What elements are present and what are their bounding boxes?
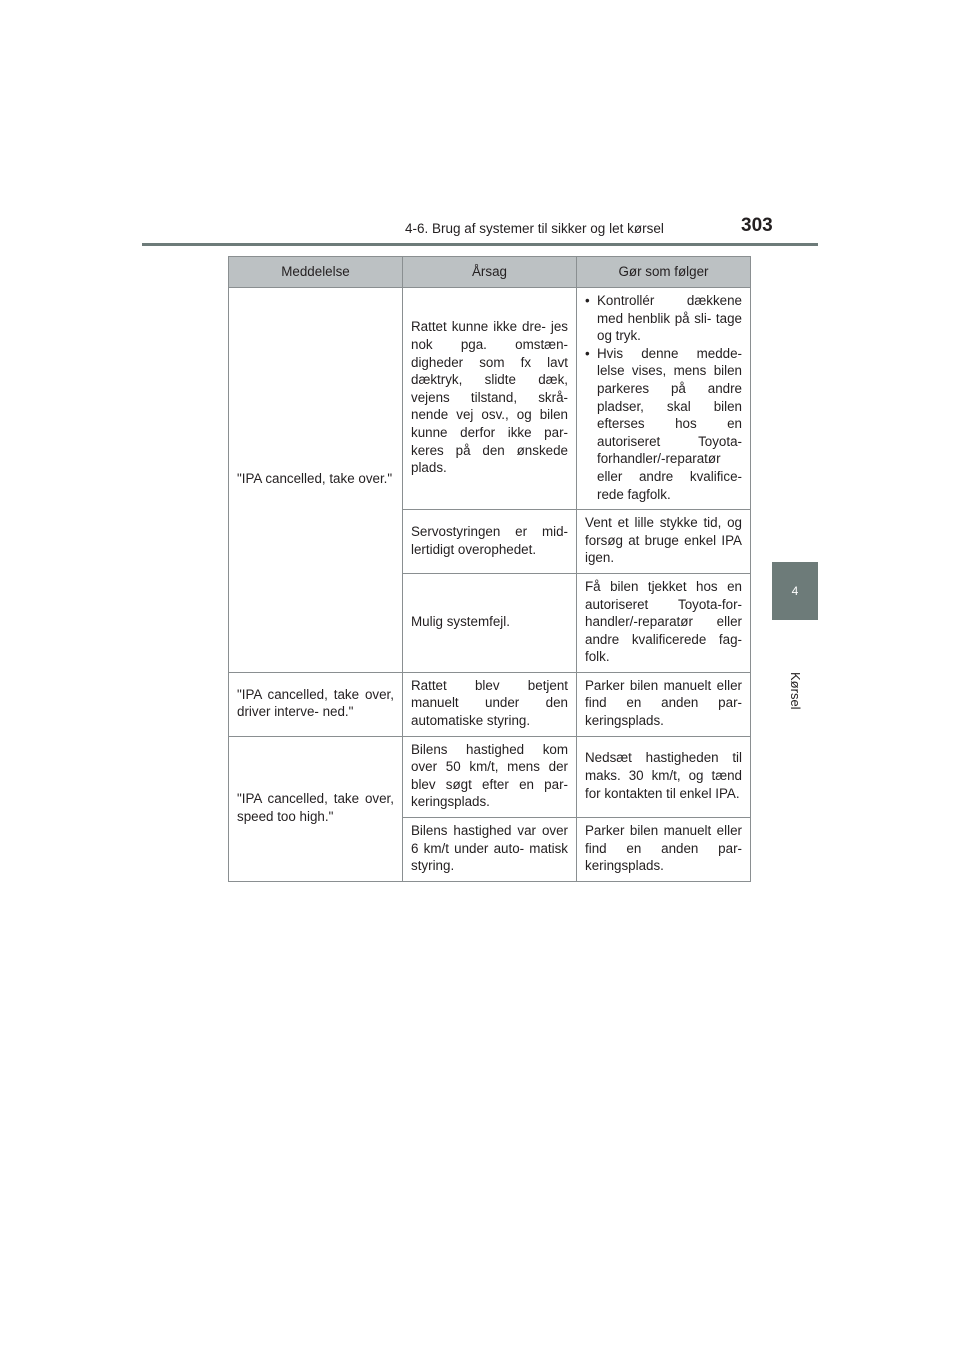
table-row	[229, 288, 751, 510]
chapter-tab[interactable]: 4	[772, 562, 818, 620]
message-cell: "IPA cancelled, take over, driver interve- ned."	[229, 672, 403, 736]
cause-cell: Bilens hastighed kom over 50 km/t, mens der blev søgt efter en par- keringsplads.	[403, 736, 577, 817]
cause-cell: Bilens hastighed var over 6 km/t under auto- matisk styring.	[403, 818, 577, 882]
action-cell: Parker bilen manuelt eller find en anden par- keringsplads.	[577, 818, 751, 882]
chapter-label: Kørsel	[788, 672, 803, 710]
column-header-cause: Årsag	[403, 257, 577, 288]
header-rule	[142, 243, 818, 246]
column-header-message: Meddelelse	[229, 257, 403, 288]
action-cell: Få bilen tjekket hos en autoriseret Toyota-for- handler/-reparatør eller andre kvalificerede fag- folk.	[577, 573, 751, 672]
action-cell: Vent et lille stykke tid, og forsøg at bruge enkel IPA igen.	[577, 510, 751, 574]
action-cell	[577, 288, 751, 510]
action-cell: Parker bilen manuelt eller find en anden par- keringsplads.	[577, 672, 751, 736]
action-list-item: • Hvis denne medde- lelse vises, mens bilen parkeres på andre pladser, skal bilen efterses hos en autoriseret Toyota- forhandler/-reparatør eller andre kvalifice- rede fagfolk.	[585, 345, 742, 503]
action-list-item: • Kontrollér dækkene med henblik på sli- tage og tryk.	[585, 292, 742, 345]
cause-cell: Mulig systemfejl.	[403, 573, 577, 672]
message-table	[228, 256, 751, 882]
action-list	[585, 292, 742, 503]
column-header-action: Gør som følger	[577, 257, 751, 288]
cause-cell: Rattet blev betjent manuelt under den automatiske styring.	[403, 672, 577, 736]
action-cell: Nedsæt hastigheden til maks. 30 km/t, og tænd for kontakten til enkel IPA.	[577, 736, 751, 817]
table-row	[229, 672, 751, 736]
table-row	[229, 736, 751, 817]
page-number: 303	[741, 215, 773, 236]
cause-cell: Rattet kunne ikke dre- jes nok pga. omstæn- digheder som fx lavt dæktryk, slidte dæk, vejens tilstand, skrå- nende vej osv., og bilen kunne derfor ikke par- keres på den ønskede plads.	[403, 288, 577, 510]
message-cell: "IPA cancelled, take over."	[229, 288, 403, 673]
message-cell: "IPA cancelled, take over, speed too high."	[229, 736, 403, 881]
cause-cell: Servostyringen er mid- lertidigt overophedet.	[403, 510, 577, 574]
section-title: 4-6. Brug af systemer til sikker og let kørsel	[405, 221, 664, 236]
table-header-row	[229, 257, 751, 288]
